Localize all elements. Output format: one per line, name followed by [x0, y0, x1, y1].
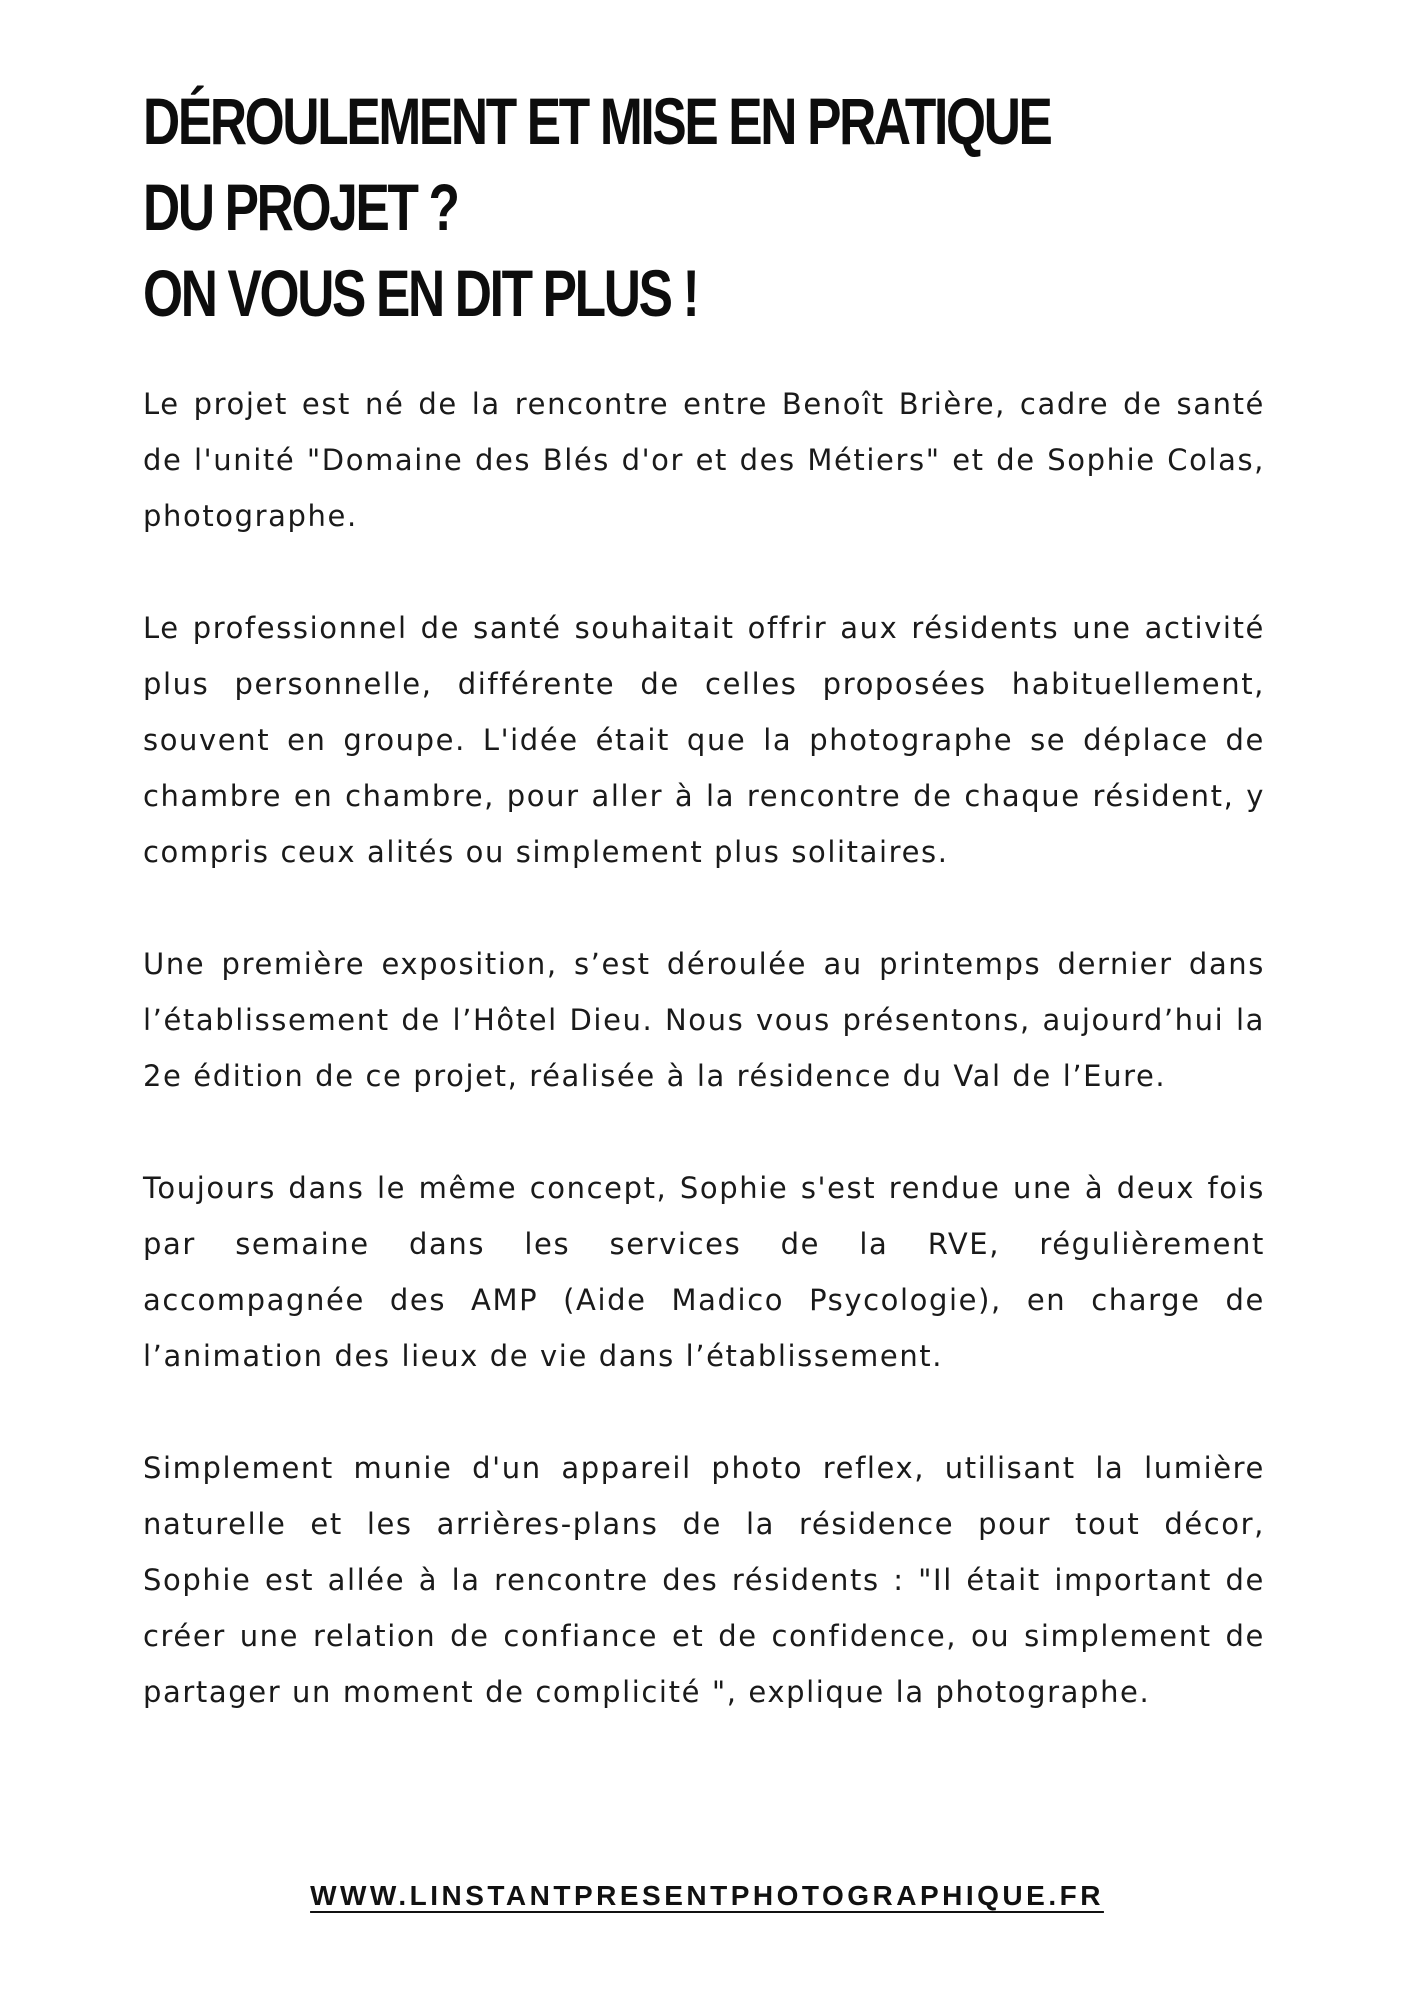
paragraph-origin: Le projet est né de la rencontre entre Benoît Brière, cadre de santé de l'unité "Domaine des Blés d'or et des Métiers" et de Sophie Colas, photographe.	[143, 387, 1265, 533]
title-line-1: DÉROULEMENT ET MISE EN PRATIQUE	[143, 84, 1051, 158]
paragraph-first-exhibition: Une première exposition, s’est déroulée au printemps dernier dans l’établissement de l’Hôtel Dieu. Nous vous présentons, aujourd’hui la 2e édition de ce projet, réalisée à la résidence du Val de l’Eure.	[143, 947, 1265, 1093]
article-body	[143, 376, 1265, 1776]
page-title	[143, 78, 1051, 336]
paragraph-concept: Toujours dans le même concept, Sophie s'est rendue une à deux fois par semaine dans les services de la RVE, régulièrement accompagnée des AMP (Aide Madico Psycologie), en charge de l’animation des lieux de vie dans l’établissement.	[143, 1171, 1265, 1373]
website-link[interactable]: WWW.LINSTANTPRESENTPHOTOGRAPHIQUE.FR	[310, 1880, 1104, 1911]
paragraph-motivation: Le professionnel de santé souhaitait offrir aux résidents une activité plus personnelle, différente de celles proposées habituellement, souvent en groupe. L'idée était que la photographe se déplace de chambre en chambre, pour aller à la rencontre de chaque résident, y compris ceux alités ou simplement plus solitaires.	[143, 611, 1265, 869]
title-line-2: DU PROJET ?	[143, 170, 458, 244]
paragraph-method: Simplement munie d'un appareil photo reflex, utilisant la lumière naturelle et les arrières-plans de la résidence pour tout décor, Sophie est allée à la rencontre des résidents : "Il était important de créer une relation de confiance et de confidence, ou simplement de partager un moment de complicité ", explique la photographe.	[143, 1451, 1265, 1709]
title-line-3: ON VOUS EN DIT PLUS !	[143, 256, 698, 330]
